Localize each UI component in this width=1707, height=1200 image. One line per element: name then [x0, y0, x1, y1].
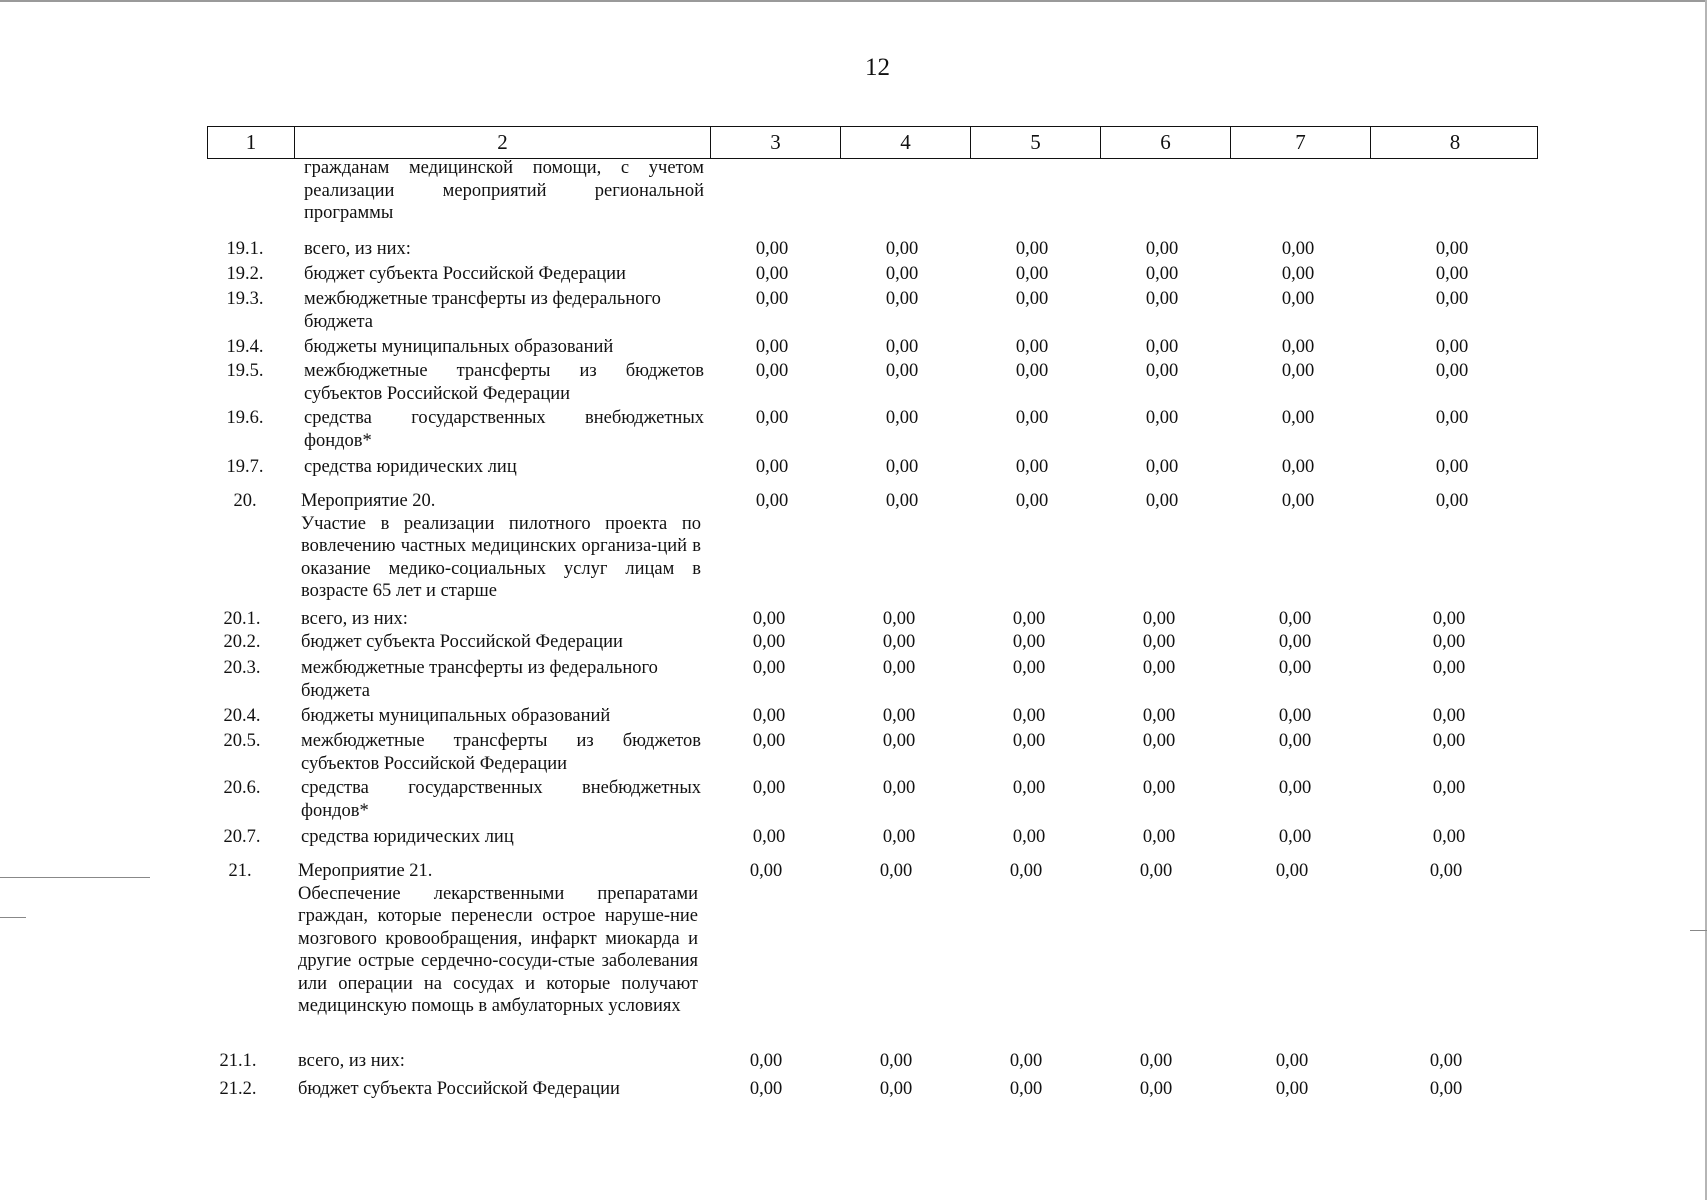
value-col-6: 0,00 — [1145, 408, 1179, 428]
value-col-5: 0,00 — [1015, 264, 1049, 284]
value-col-7: 0,00 — [1281, 408, 1315, 428]
value-col-7: 0,00 — [1278, 778, 1312, 798]
value-col-6: 0,00 — [1142, 658, 1176, 678]
row-description: межбюджетные трансферты из бюджетов субъектов Российской Федерации — [301, 731, 701, 774]
row-description: всего, из них: — [304, 239, 411, 259]
value-col-4: 0,00 — [885, 408, 919, 428]
value-col-7: 0,00 — [1278, 632, 1312, 652]
value-col-8: 0,00 — [1435, 361, 1469, 381]
value-col-8: 0,00 — [1435, 491, 1469, 511]
value-col-3: 0,00 — [749, 861, 783, 881]
row-number: 20.6. — [223, 778, 261, 798]
header-cell: 3 — [711, 127, 841, 158]
header-cell: 6 — [1101, 127, 1231, 158]
row-description: всего, из них: — [301, 609, 408, 629]
header-cell: 5 — [971, 127, 1101, 158]
value-col-3: 0,00 — [755, 491, 789, 511]
value-col-4: 0,00 — [882, 609, 916, 629]
header-cell: 2 — [295, 127, 711, 158]
row-number: 21.2. — [219, 1079, 257, 1099]
value-col-7: 0,00 — [1281, 457, 1315, 477]
value-col-3: 0,00 — [755, 264, 789, 284]
row-description: средства государственных внебюджетных фондов* — [301, 778, 701, 821]
value-col-3: 0,00 — [752, 778, 786, 798]
value-col-4: 0,00 — [879, 1079, 913, 1099]
value-col-6: 0,00 — [1142, 731, 1176, 751]
header-cell: 8 — [1449, 130, 1461, 154]
row-description: гражданам медицинской помощи, с учетом реализации мероприятий региональной программы — [304, 158, 704, 223]
value-col-7: 0,00 — [1281, 361, 1315, 381]
value-col-8: 0,00 — [1435, 239, 1469, 259]
value-col-7: 0,00 — [1281, 289, 1315, 309]
value-col-4: 0,00 — [885, 457, 919, 477]
value-col-8: 0,00 — [1435, 337, 1469, 357]
value-col-4: 0,00 — [882, 827, 916, 847]
value-col-5: 0,00 — [1015, 337, 1049, 357]
row-description: бюджет субъекта Российской Федерации — [304, 264, 626, 284]
value-col-5: 0,00 — [1012, 778, 1046, 798]
row-number: 20.3. — [223, 658, 261, 678]
row-description: межбюджетные трансферты из бюджетов субъектов Российской Федерации — [304, 361, 704, 404]
row-number: 19.2. — [226, 264, 264, 284]
value-col-6: 0,00 — [1145, 264, 1179, 284]
value-col-6: 0,00 — [1142, 827, 1176, 847]
value-col-3: 0,00 — [752, 731, 786, 751]
value-col-4: 0,00 — [882, 658, 916, 678]
value-col-6: 0,00 — [1139, 861, 1173, 881]
row-number: 19.7. — [226, 457, 264, 477]
row-number: 21. — [228, 861, 252, 881]
row-number: 20. — [233, 491, 257, 511]
value-col-5: 0,00 — [1009, 861, 1043, 881]
value-col-5: 0,00 — [1015, 408, 1049, 428]
value-col-8: 0,00 — [1435, 408, 1469, 428]
value-col-4: 0,00 — [882, 731, 916, 751]
value-col-8: 0,00 — [1435, 289, 1469, 309]
row-description: бюджет субъекта Российской Федерации — [298, 1079, 620, 1099]
value-col-6: 0,00 — [1142, 609, 1176, 629]
row-description: межбюджетные трансферты из федерального бюджета — [301, 658, 658, 701]
row-description: средства юридических лиц — [304, 457, 517, 477]
value-col-3: 0,00 — [755, 457, 789, 477]
row-description: Мероприятие 21. Обеспечение лекарственными препаратами граждан, которые перенесли острое наруше-ние мозгового кровообращения, инфаркт миокарда и другие острые сердечно-сосуди-стые заболевания или операции на сосудах и которые получают медицинскую помощь в амбулаторных условиях — [298, 861, 698, 1016]
row-description: Мероприятие 20. Участие в реализации пилотного проекта по вовлечению частных медицинских организа-ций в оказание медико-социальных услуг лицам в возрасте 65 лет и старше — [301, 491, 701, 601]
value-col-8: 0,00 — [1435, 457, 1469, 477]
value-col-5: 0,00 — [1015, 491, 1049, 511]
value-col-5: 0,00 — [1009, 1079, 1043, 1099]
value-col-3: 0,00 — [755, 408, 789, 428]
value-col-6: 0,00 — [1145, 337, 1179, 357]
row-number: 19.4. — [226, 337, 264, 357]
value-col-8: 0,00 — [1429, 1051, 1463, 1071]
value-col-5: 0,00 — [1015, 361, 1049, 381]
value-col-5: 0,00 — [1012, 827, 1046, 847]
value-col-4: 0,00 — [882, 706, 916, 726]
value-col-7: 0,00 — [1275, 861, 1309, 881]
value-col-5: 0,00 — [1012, 632, 1046, 652]
row-number: 20.7. — [223, 827, 261, 847]
row-description: межбюджетные трансферты из федерального бюджета — [304, 289, 661, 332]
row-number: 20.2. — [223, 632, 261, 652]
value-col-3: 0,00 — [755, 239, 789, 259]
value-col-6: 0,00 — [1145, 239, 1179, 259]
page-number: 12 — [865, 54, 890, 81]
table-header — [207, 126, 1538, 159]
row-number: 19.6. — [226, 408, 264, 428]
value-col-8: 0,00 — [1432, 827, 1466, 847]
value-col-8: 0,00 — [1432, 706, 1466, 726]
value-col-3: 0,00 — [752, 827, 786, 847]
row-number: 20.5. — [223, 731, 261, 751]
row-number: 19.1. — [226, 239, 264, 259]
value-col-6: 0,00 — [1142, 778, 1176, 798]
value-col-8: 0,00 — [1432, 609, 1466, 629]
value-col-5: 0,00 — [1009, 1051, 1043, 1071]
row-description: всего, из них: — [298, 1051, 405, 1071]
value-col-8: 0,00 — [1432, 731, 1466, 751]
value-col-3: 0,00 — [752, 706, 786, 726]
value-col-5: 0,00 — [1015, 239, 1049, 259]
value-col-3: 0,00 — [755, 361, 789, 381]
value-col-8: 0,00 — [1432, 632, 1466, 652]
value-col-7: 0,00 — [1275, 1079, 1309, 1099]
row-number: 19.3. — [226, 289, 264, 309]
value-col-6: 0,00 — [1142, 632, 1176, 652]
value-col-7: 0,00 — [1278, 827, 1312, 847]
value-col-4: 0,00 — [882, 632, 916, 652]
value-col-4: 0,00 — [885, 239, 919, 259]
row-description: средства государственных внебюджетных фондов* — [304, 408, 704, 451]
value-col-4: 0,00 — [885, 264, 919, 284]
value-col-6: 0,00 — [1145, 361, 1179, 381]
scan-top-edge — [0, 0, 1707, 2]
value-col-3: 0,00 — [749, 1051, 783, 1071]
value-col-6: 0,00 — [1145, 289, 1179, 309]
value-col-5: 0,00 — [1012, 706, 1046, 726]
value-col-3: 0,00 — [749, 1079, 783, 1099]
value-col-6: 0,00 — [1145, 457, 1179, 477]
header-cell: 1 — [208, 127, 295, 158]
value-col-5: 0,00 — [1012, 658, 1046, 678]
value-col-8: 0,00 — [1432, 658, 1466, 678]
value-col-5: 0,00 — [1015, 457, 1049, 477]
value-col-7: 0,00 — [1281, 337, 1315, 357]
value-col-4: 0,00 — [882, 778, 916, 798]
value-col-6: 0,00 — [1145, 491, 1179, 511]
value-col-8: 0,00 — [1432, 778, 1466, 798]
value-col-7: 0,00 — [1278, 731, 1312, 751]
value-col-7: 0,00 — [1275, 1051, 1309, 1071]
value-col-4: 0,00 — [885, 491, 919, 511]
value-col-7: 0,00 — [1281, 264, 1315, 284]
row-number: 20.1. — [223, 609, 261, 629]
row-number: 19.5. — [226, 361, 264, 381]
value-col-5: 0,00 — [1012, 731, 1046, 751]
row-number: 20.4. — [223, 706, 261, 726]
row-description: бюджеты муниципальных образований — [304, 337, 614, 357]
value-col-4: 0,00 — [885, 289, 919, 309]
value-col-8: 0,00 — [1429, 861, 1463, 881]
value-col-4: 0,00 — [885, 361, 919, 381]
value-col-3: 0,00 — [755, 289, 789, 309]
value-col-7: 0,00 — [1281, 239, 1315, 259]
value-col-7: 0,00 — [1278, 658, 1312, 678]
value-col-8: 0,00 — [1429, 1079, 1463, 1099]
value-col-8: 0,00 — [1435, 264, 1469, 284]
value-col-6: 0,00 — [1139, 1079, 1173, 1099]
value-col-6: 0,00 — [1142, 706, 1176, 726]
value-col-3: 0,00 — [755, 337, 789, 357]
row-description: бюджет субъекта Российской Федерации — [301, 632, 623, 652]
value-col-5: 0,00 — [1015, 289, 1049, 309]
value-col-7: 0,00 — [1278, 706, 1312, 726]
value-col-4: 0,00 — [879, 1051, 913, 1071]
value-col-3: 0,00 — [752, 658, 786, 678]
scan-mark — [0, 877, 150, 878]
value-col-5: 0,00 — [1012, 609, 1046, 629]
scan-mark — [1690, 930, 1707, 931]
header-cell: 7 — [1231, 127, 1371, 158]
scan-mark — [0, 917, 26, 918]
row-description: средства юридических лиц — [301, 827, 514, 847]
value-col-7: 0,00 — [1278, 609, 1312, 629]
value-col-7: 0,00 — [1281, 491, 1315, 511]
row-description: бюджеты муниципальных образований — [301, 706, 611, 726]
value-col-6: 0,00 — [1139, 1051, 1173, 1071]
value-col-4: 0,00 — [885, 337, 919, 357]
value-col-4: 0,00 — [879, 861, 913, 881]
value-col-3: 0,00 — [752, 632, 786, 652]
value-col-3: 0,00 — [752, 609, 786, 629]
row-number: 21.1. — [219, 1051, 257, 1071]
header-cell: 4 — [841, 127, 971, 158]
